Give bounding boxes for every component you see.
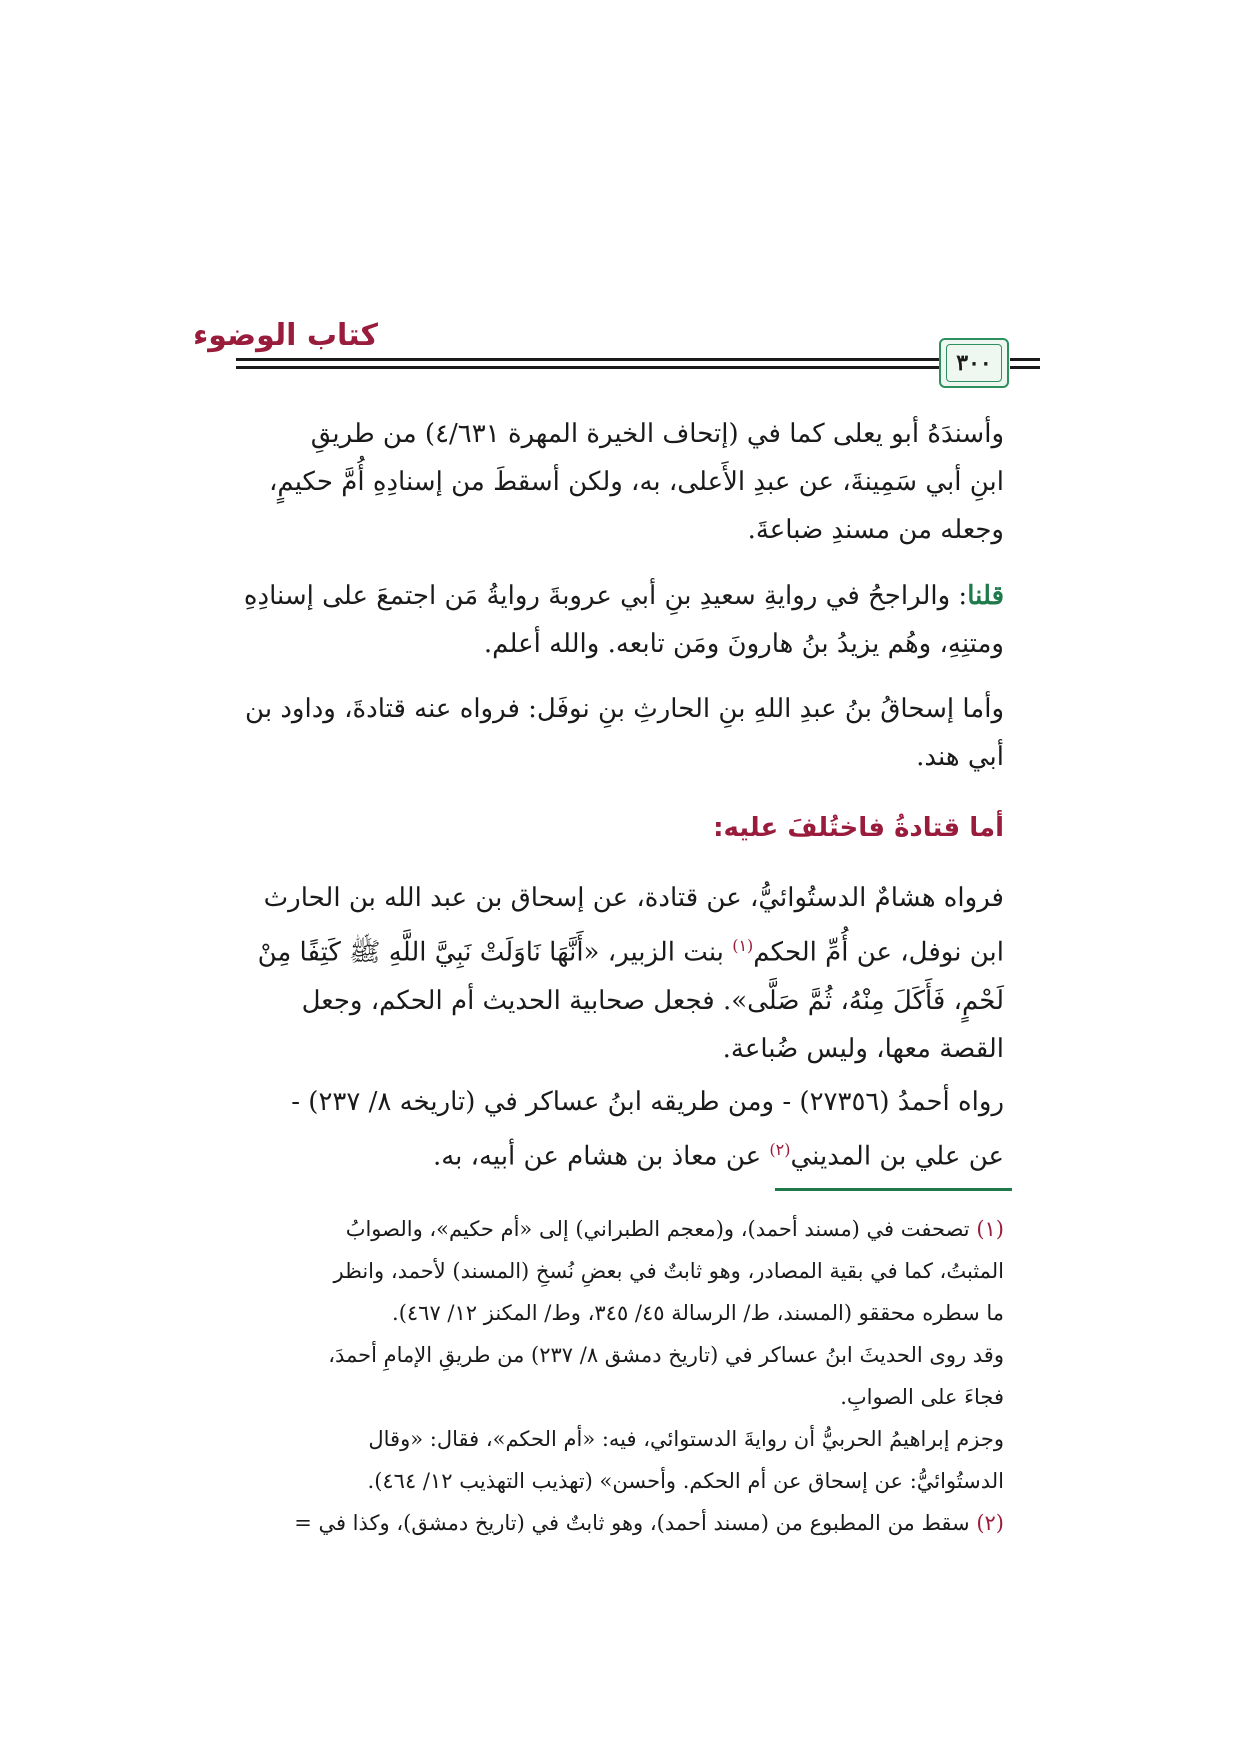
- footnote-line: المثبتُ، كما في بقية المصادر، وهو ثابتٌ في بعضِ نُسخِ (المسند) لأحمد، وانظر: [333, 1259, 1004, 1283]
- paragraph-text: ابن نوفل، عن أُمِّ الحكم: [753, 937, 1004, 968]
- footnote-line: الدستُوائيُّ: عن إسحاق عن أم الحكم. وأحسن» (تهذيب التهذيب ١٢/ ٤٦٤).: [367, 1469, 1004, 1493]
- paragraph-line: وجعله من مسندِ ضباعةَ.: [747, 515, 1004, 545]
- paragraph-line: [228, 572, 1004, 620]
- paragraph-line: [228, 1126, 1004, 1181]
- footnote-line: [228, 1502, 1004, 1544]
- paragraph-text: بنت الزبير، «أَنَّهَا نَاوَلَتْ نَبِيَّ اللَّهِ ﷺ كَتِفًا مِنْ: [257, 937, 733, 968]
- paragraph-line: أبي هند.: [916, 742, 1004, 772]
- paragraph-line: ابنِ أبي سَمِينةَ، عن عبدِ الأَعلى، به، ولكن أسقطَ من إسنادِهِ أُمَّ حكيمٍ،: [269, 467, 1004, 497]
- page-number: ٣٠٠: [946, 344, 1002, 382]
- footnotes: [228, 1208, 1004, 1544]
- footnote-number-2: (٢): [976, 1511, 1004, 1535]
- footnote-line: وقد روى الحديثَ ابنُ عساكر في (تاريخ دمشق ٨/ ٢٣٧) من طريقِ الإمامِ أحمدَ،: [328, 1343, 1004, 1367]
- paragraph-2: [228, 572, 1004, 668]
- footnote-ref-1[interactable]: (١): [732, 936, 754, 955]
- qulna-label: قلنا: [967, 581, 1004, 611]
- book-title: كتاب الوضوء: [192, 318, 378, 353]
- footnote-line: فجاءَ على الصوابِ.: [840, 1385, 1004, 1409]
- paragraph-text: عن علي بن المديني: [790, 1141, 1004, 1172]
- header-rule-right-2: [236, 366, 939, 369]
- header-rule-left-2: [1010, 366, 1040, 369]
- paragraph-3: [228, 685, 1004, 781]
- paragraph-line: لَحْمٍ، فَأَكَلَ مِنْهُ، ثُمَّ صَلَّى». فجعل صحابية الحديث أم الحكم، وجعل: [301, 985, 1004, 1016]
- paragraph-text: عن معاذ بن هشام عن أبيه، به.: [432, 1141, 770, 1172]
- paragraph-line: القصة معها، وليس ضُباعة.: [722, 1033, 1004, 1064]
- paragraph-line: وأما إسحاقُ بنُ عبدِ اللهِ بنِ الحارثِ بنِ نوفَل: فرواه عنه قتادةَ، وداود بن: [245, 694, 1004, 724]
- footnote-number-1: (١): [976, 1217, 1004, 1241]
- footnote-separator: [775, 1188, 1012, 1191]
- paragraph-line: ومتنِهِ، وهُم يزيدُ بنُ هارونَ ومَن تابعه. والله أعلم.: [483, 629, 1004, 659]
- footnote-ref-2[interactable]: (٢): [769, 1140, 791, 1159]
- header-rule-left-1: [1010, 358, 1040, 361]
- paragraph-line: فرواه هشامٌ الدستُوائيُّ، عن قتادة، عن إسحاق بن عبد الله بن الحارث: [263, 883, 1004, 913]
- footnote-text: سقط من المطبوع من (مسند أحمد)، وهو ثابتٌ في (تاريخ دمشق)، وكذا في =: [294, 1511, 977, 1535]
- footnote-line: وجزم إبراهيمُ الحربيُّ أن روايةَ الدستوائي، فيه: «أم الحكم»، فقال: «وقال: [368, 1427, 1004, 1451]
- header-rule-right-1: [236, 358, 939, 361]
- footnote-line: ما سطره محققو (المسند، ط/ الرسالة ٤٥/ ٣٤٥، وط/ المكنز ١٢/ ٤٦٧).: [392, 1301, 1004, 1325]
- paragraph-line: [228, 922, 1004, 977]
- paragraph-4: [228, 874, 1004, 1073]
- paragraph-1: [228, 410, 1004, 554]
- paragraph-line: رواه أحمدُ (٢٧٣٥٦) - ومن طريقه ابنُ عساكر في (تاريخه ٨/ ٢٣٧) -: [291, 1087, 1004, 1117]
- page-number-frame: [939, 338, 1009, 388]
- paragraph-line: وأسندَهُ أبو يعلى كما في (إتحاف الخيرة المهرة ٤/٦٣١) من طريقِ: [310, 419, 1004, 449]
- section-heading: أما قتادةُ فاختُلفَ عليه:: [713, 813, 1004, 843]
- paragraph-5: [228, 1078, 1004, 1181]
- footnote-line: [228, 1208, 1004, 1250]
- paragraph-text: : والراجحُ في روايةِ سعيدِ بنِ أبي عروبةَ روايةُ مَن اجتمعَ على إسنادِهِ: [243, 581, 968, 611]
- footnote-text: تصحفت في (مسند أحمد)، و(معجم الطبراني) إلى «أم حكيم»، والصوابُ: [345, 1217, 977, 1241]
